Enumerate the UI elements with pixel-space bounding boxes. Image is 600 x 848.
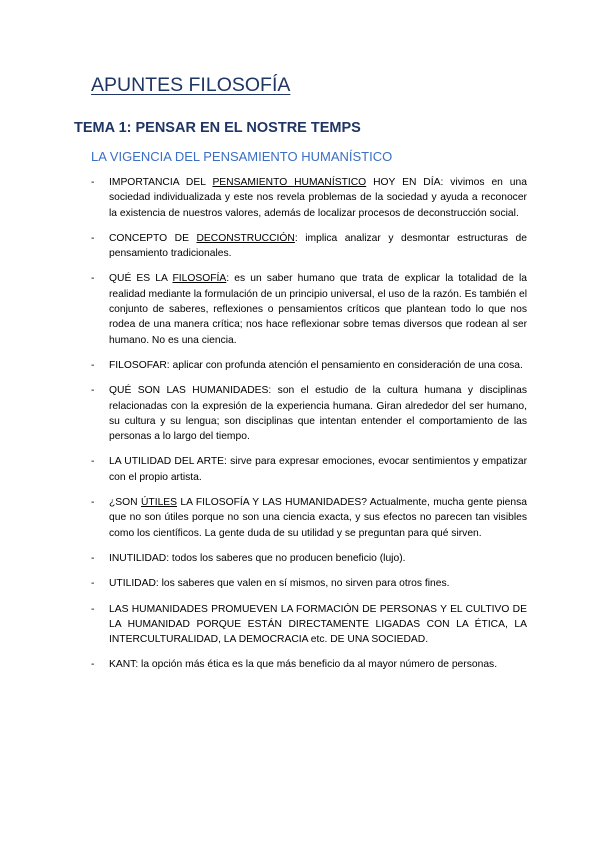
bullet-dash: - — [91, 578, 95, 590]
bullet-dash: - — [91, 456, 95, 468]
item-text: ¿SON — [109, 497, 141, 509]
item-text: UTILIDAD: los saberes que valen en sí mismos, no sirven para otros fines. — [109, 578, 450, 590]
key-term: PENSAMIENTO HUMANÍSTICO — [212, 177, 367, 188]
item-text: QUÉ ES LA — [109, 273, 173, 285]
item-text: : implica analizar y desmontar estructuras de pensamiento tradicionales. — [109, 232, 527, 260]
list-item — [91, 383, 527, 444]
list-item — [91, 454, 527, 485]
bullet-dash: - — [91, 497, 95, 509]
item-text: HOY EN DÍA: vivimos en una sociedad individualizada y este nos revela problemas de la sociedad y ayuda a reconocer la existencia de nuestros valores, además de localizar procesos de deconstrucción social. — [109, 177, 527, 219]
item-text: INUTILIDAD: todos los saberes que no producen beneficio (lujo). — [109, 552, 406, 564]
bullet-dash: - — [91, 659, 95, 671]
item-text: IMPORTANCIA DEL — [109, 177, 213, 188]
item-text: QUÉ SON LAS HUMANIDADES: son el estudio de la cultura humana y disciplinas relacionadas con la expresión de la experiencia humana. Giran alrededor del ser humano, su cultura y su lengua; son disciplinas que intentan entender el comportamiento de las personas a lo largo del tiempo. — [109, 385, 527, 443]
key-term: ÚTILES — [140, 497, 178, 509]
bullet-dash: - — [91, 603, 95, 615]
item-text: CONCEPTO DE — [109, 232, 197, 244]
item-text: LAS HUMANIDADES PROMUEVEN LA FORMACIÓN DE PERSONAS Y EL CULTIVO DE LA HUMANIDAD PORQUE ESTÁN DIRECTAMENTE LIGADAS CON LA ÉTICA, LA INTERCULTURALIDAD, LA DEMOCRACIA etc. DE UNA SOCIEDAD. — [109, 603, 527, 646]
item-text: FILOSOFAR: aplicar con profunda atención el pensamiento en consideración de una cosa. — [109, 359, 523, 371]
item-text: : es un saber humano que trata de explicar la totalidad de la realidad mediante la formulación de un principio universal, el uso de la razón. Es también el conjunto de saberes, reflexiones o pensamientos críticos que plantean todo lo que nos rodea de una manera crítica; nos hace reflexionar sobre temas diversos que rodean al ser humano. No es una ciencia. — [109, 273, 527, 346]
list-item — [91, 358, 527, 373]
key-term: DECONSTRUCCIÓN — [196, 232, 295, 244]
bullet-dash: - — [91, 232, 95, 244]
bullet-dash: - — [91, 273, 95, 285]
subsection-title: LA VIGENCIA DEL PENSAMIENTO HUMANÍSTICO — [91, 149, 393, 164]
list-item — [91, 551, 527, 566]
list-item — [91, 231, 527, 262]
bullet-dash: - — [91, 359, 95, 371]
list-item — [91, 576, 527, 591]
bullet-dash: - — [91, 552, 95, 564]
item-text: LA FILOSOFÍA Y LAS HUMANIDADES? Actualmente, mucha gente piensa que no son útiles porque no son una ciencia exacta, y sus efectos no parecen tan visibles como los científicos. La gente duda de su utilidad y se preguntan para qué sirven. — [109, 497, 527, 539]
notes-list — [91, 175, 527, 683]
bullet-dash: - — [91, 177, 95, 188]
item-text: KANT: la opción más ética es la que más beneficio da al mayor número de personas. — [109, 659, 498, 671]
list-item — [91, 602, 527, 648]
list-item — [91, 657, 527, 672]
list-item — [91, 271, 527, 347]
list-item — [91, 175, 527, 221]
list-item — [91, 495, 527, 541]
item-text: LA UTILIDAD DEL ARTE: sirve para expresar emociones, evocar sentimientos y empatizar con el propio artista. — [109, 456, 527, 483]
bullet-dash: - — [91, 385, 95, 397]
section-title: TEMA 1: PENSAR EN EL NOSTRE TEMPS — [74, 120, 361, 136]
key-term: FILOSOFÍA — [172, 273, 227, 285]
document-title: APUNTES FILOSOFÍA — [91, 74, 291, 96]
